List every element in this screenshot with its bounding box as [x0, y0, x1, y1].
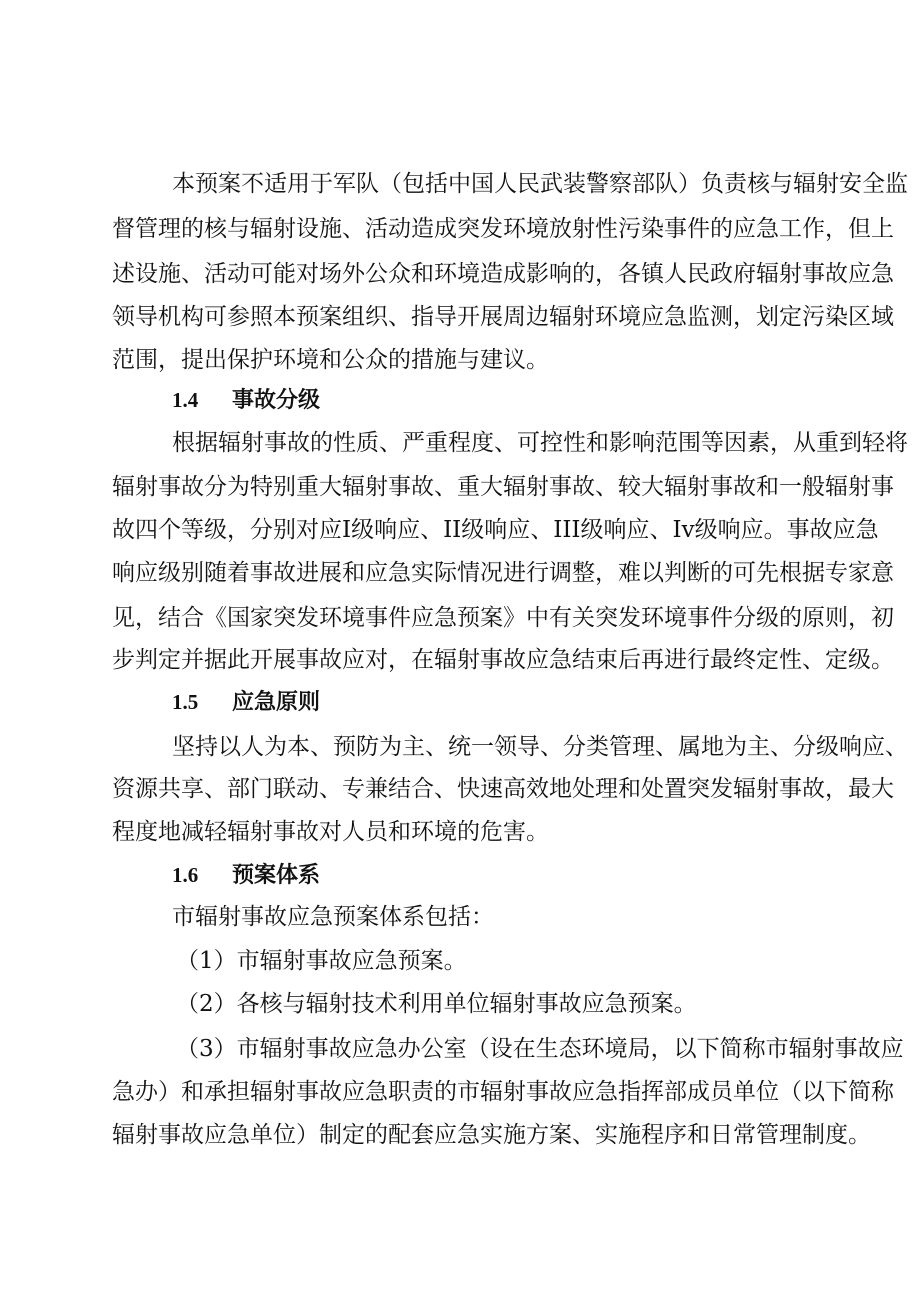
line-text: 响应级别随着事故进展和应急实际情况进行调整，难以判断的可先根据专家意	[112, 560, 894, 586]
line-text: 辐射事故应急单位）制定的配套应急实施方案、实施程序和日常管理制度。	[112, 1122, 871, 1148]
section-heading	[0, 682, 920, 722]
line-text: 资源共享、部门联动、专兼结合、快速高效地处理和处置突发辐射事故，最大	[112, 776, 894, 802]
body-line	[0, 598, 920, 638]
body-line	[0, 897, 920, 937]
body-line	[0, 467, 920, 507]
body-line	[0, 553, 920, 593]
body-line	[0, 769, 920, 809]
section-title: 预案体系	[232, 862, 321, 888]
line-text: 程度地减轻辐射事故对人员和环境的危害。	[112, 819, 549, 845]
section-number: 1.6	[172, 863, 199, 887]
line-text: （3）市辐射事故应急办公室（设在生态环境局，以下简称市辐射事故应	[176, 1036, 904, 1062]
line-text: 述设施、活动可能对场外公众和环境造成影响的，各镇人民政府辐射事故应急	[112, 261, 894, 287]
line-text: 见，结合《国家突发环境事件应急预案》中有关突发环境事件分级的原则，初	[112, 605, 894, 631]
line-text: 故四个等级，分别对应I级响应、II级响应、III级响应、Iv级响应。事故应急	[112, 517, 879, 543]
body-line	[0, 209, 920, 249]
body-line	[0, 812, 920, 852]
section-number: 1.4	[172, 388, 199, 412]
body-line	[0, 1072, 920, 1112]
body-line	[0, 1115, 920, 1155]
section-heading	[0, 855, 920, 895]
body-line	[0, 510, 920, 550]
line-text: 根据辐射事故的性质、严重程度、可控性和影响范围等因素，从重到轻将	[172, 430, 908, 456]
line-text: 坚持以人为本、预防为主、统一领导、分类管理、属地为主、分级响应、	[172, 734, 908, 760]
body-line	[0, 297, 920, 337]
section-heading	[0, 380, 920, 420]
line-text: 范围，提出保护环境和公众的措施与建议。	[112, 347, 549, 373]
line-text: 本预案不适用于军队（包括中国人民武装警察部队）负责核与辐射安全监	[172, 171, 908, 197]
section-title: 应急原则	[232, 689, 321, 715]
body-line	[0, 727, 920, 767]
body-line	[0, 423, 920, 463]
body-line	[0, 164, 920, 204]
line-text: 领导机构可参照本预案组织、指导开展周边辐射环境应急监测，划定污染区域	[112, 304, 894, 330]
line-text: （1）市辐射事故应急预案。	[176, 948, 467, 974]
body-line	[0, 340, 920, 380]
line-text: 急办）和承担辐射事故应急职责的市辐射事故应急指挥部成员单位（以下简称	[112, 1079, 894, 1105]
section-title: 事故分级	[232, 387, 321, 413]
line-text: 辐射事故分为特别重大辐射事故、重大辐射事故、较大辐射事故和一般辐射事	[112, 474, 894, 500]
body-line	[0, 254, 920, 294]
list-item	[0, 941, 920, 981]
list-item	[0, 1029, 920, 1069]
line-text: 市辐射事故应急预案体系包括：	[172, 904, 494, 930]
line-text: 督管理的核与辐射设施、活动造成突发环境放射性污染事件的应急工作，但上	[112, 216, 894, 242]
line-text: （2）各核与辐射技术利用单位辐射事故应急预案。	[176, 991, 697, 1017]
list-item	[0, 984, 920, 1024]
body-line	[0, 640, 920, 680]
section-number: 1.5	[172, 690, 199, 714]
line-text: 步判定并据此开展事故应对，在辐射事故应急结束后再进行最终定性、定级。	[112, 647, 894, 673]
